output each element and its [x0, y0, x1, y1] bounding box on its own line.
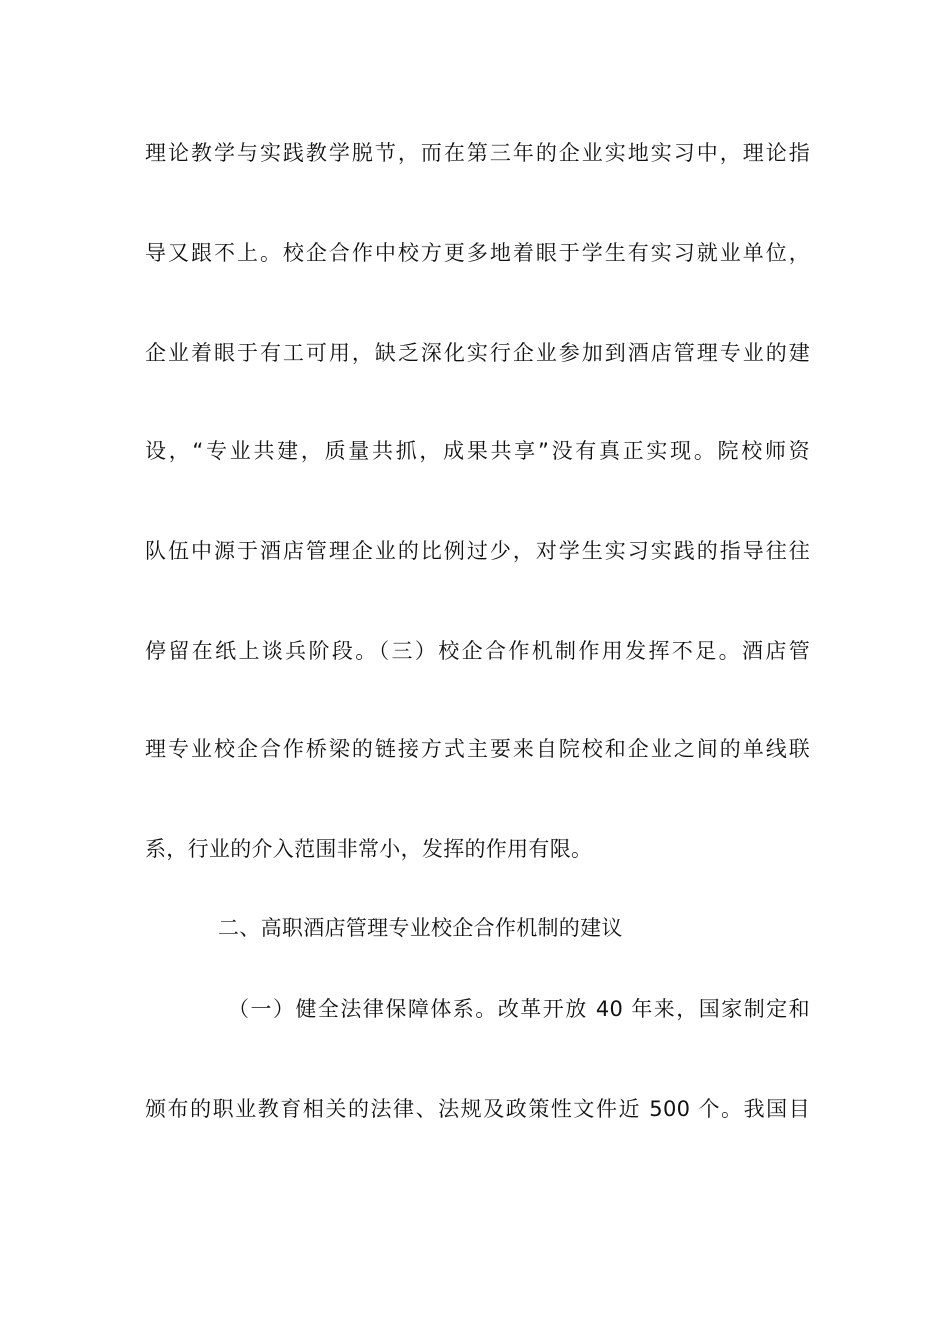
text-line-4: 设，“专业共建，质量共抓，成果共享”没有真正实现。院校师资: [145, 439, 810, 463]
text-line-6: 停留在纸上谈兵阶段。（三）校企合作机制作用发挥不足。酒店管: [145, 639, 810, 663]
text-line-11: 颁布的职业教育相关的法律、法规及政策性文件近 500 个。我国目: [145, 1097, 810, 1121]
section-heading: 二、高职酒店管理专业校企合作机制的建议: [218, 916, 623, 940]
text-line-5: 队伍中源于酒店管理企业的比例过少，对学生实习实践的指导往往: [145, 539, 810, 563]
text-line-3: 企业着眼于有工可用，缺乏深化实行企业参加到酒店管理专业的建: [145, 341, 810, 365]
text-line-10: （一）健全法律保障体系。改革开放 40 年来，国家制定和: [228, 997, 810, 1021]
text-line-7: 理专业校企合作桥梁的链接方式主要来自院校和企业之间的单线联: [145, 737, 810, 761]
text-line-2: 导又跟不上。校企合作中校方更多地着眼于学生有实习就业单位，: [145, 241, 810, 265]
text-line-1: 理论教学与实践教学脱节，而在第三年的企业实地实习中，理论指: [145, 141, 810, 165]
text-line-8: 系，行业的介入范围非常小，发挥的作用有限。: [145, 837, 593, 861]
